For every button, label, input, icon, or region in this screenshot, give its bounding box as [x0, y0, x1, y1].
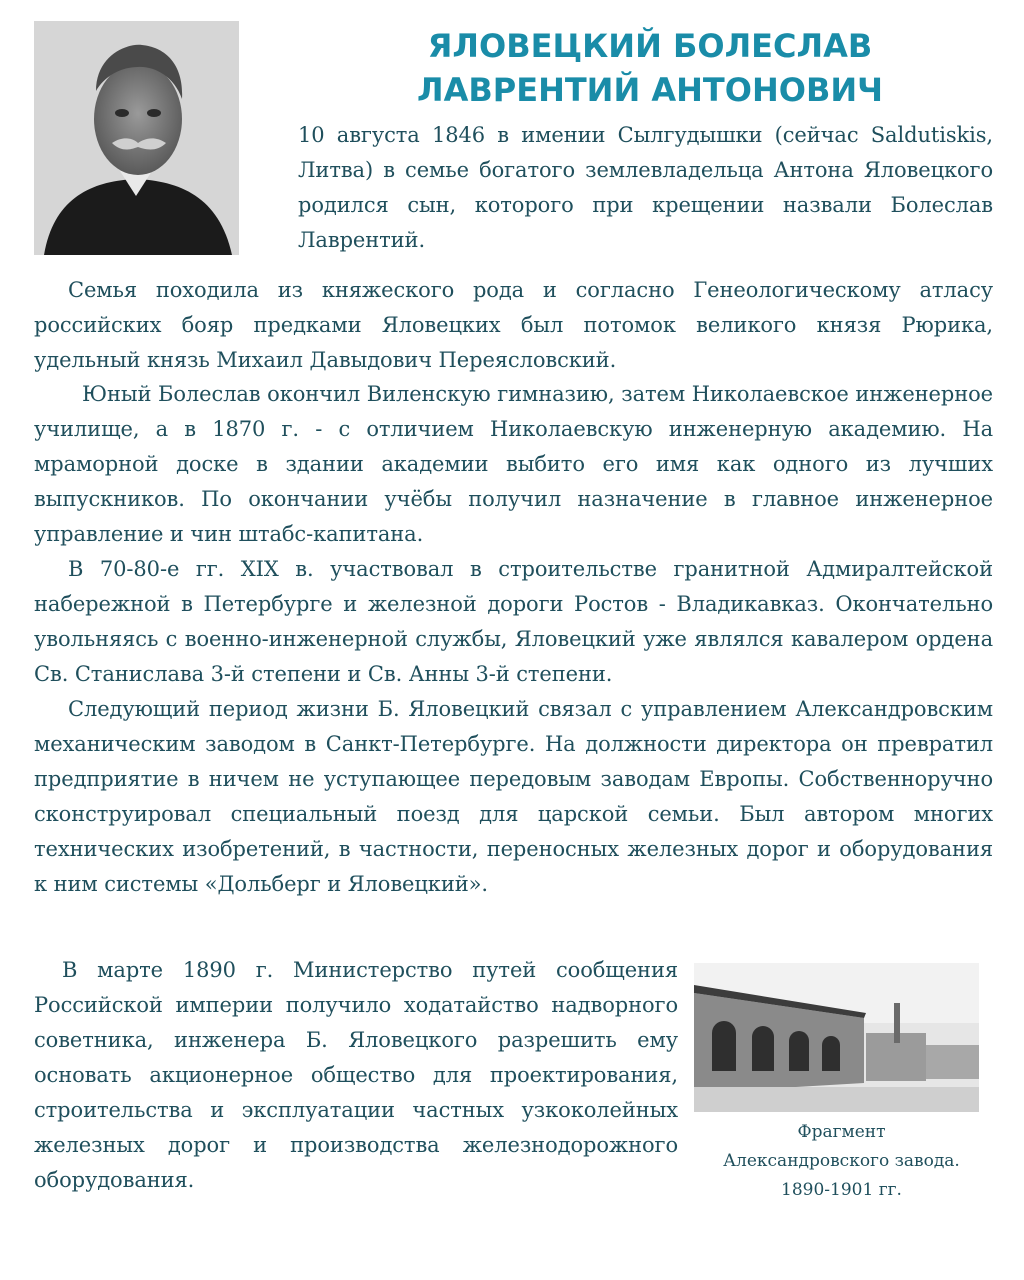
caption-line-3: 1890-1901 гг.	[781, 1180, 902, 1200]
portrait-photo	[34, 21, 239, 255]
page-title	[300, 24, 1000, 112]
factory-illustration	[694, 963, 979, 1112]
paragraph-education: Юный Болеслав окончил Виленскую гимназию, затем Николаевское инженерное училище, а в 1870 г. - с отличием Николаевскую инженерную академию. На мраморной доске в здании академии выбито его имя как одного из лучших выпускников. По окончании учёбы получил назначение в главное инженерное управление и чин штабс-капитана.	[34, 382, 993, 546]
portrait-illustration	[34, 21, 239, 255]
factory-photo	[694, 963, 979, 1112]
caption-line-1: Фрагмент	[797, 1122, 886, 1142]
paragraph-family: Семья походила из княжеского рода и согласно Генеологическому атласу российских бояр предками Яловецких был потомок великого князя Рюрика, удельный князь Михаил Давыдович Переясловский.	[34, 278, 993, 372]
title-line-2: ЛАВРЕНТИЙ АНТОНОВИЧ	[417, 71, 883, 109]
paragraph-birth: 10 августа 1846 в имении Сылгудышки (сейчас Saldutiskis, Литва) в семье богатого землевладельца Антона Яловецкого родился сын, которого при крещении назвали Болеслав Лаврентий.	[298, 123, 993, 252]
paragraph-plant-director: Следующий период жизни Б. Яловецкий связал с управлением Александровским механическим заводом в Санкт-Петербурге. На должности директора он превратил предприятие в ничем не уступающее передовым заводам Европы. Собственноручно сконструировал специальный поезд для царской семьи. Был автором многих технических изобретений, в частности, переносных железных дорог и оборудования к ним системы «Дольберг и Яловецкий».	[34, 697, 993, 896]
photo-caption	[694, 1118, 989, 1205]
title-line-1: ЯЛОВЕЦКИЙ БОЛЕСЛАВ	[427, 27, 873, 65]
paragraph-1890: В марте 1890 г. Министерство путей сообщения Российской империи получило ходатайство надворного советника, инженера Б. Яловецкого разрешить ему основать акционерное общество для проектирования, строительства и эксплуатации частных узкоколейных железных дорог и производства железнодорожного оборудования.	[34, 958, 678, 1192]
caption-line-2: Александровского завода.	[723, 1151, 960, 1171]
paragraph-construction: В 70-80-е гг. XIX в. участвовал в строительстве гранитной Адмиралтейской набережной в Петербурге и железной дороги Ростов - Владикавказ. Окончательно увольняясь с военно-инженерной службы, Яловецкий уже являлся кавалером ордена Св. Станислава 3-й степени и Св. Анны 3-й степени.	[34, 557, 993, 686]
